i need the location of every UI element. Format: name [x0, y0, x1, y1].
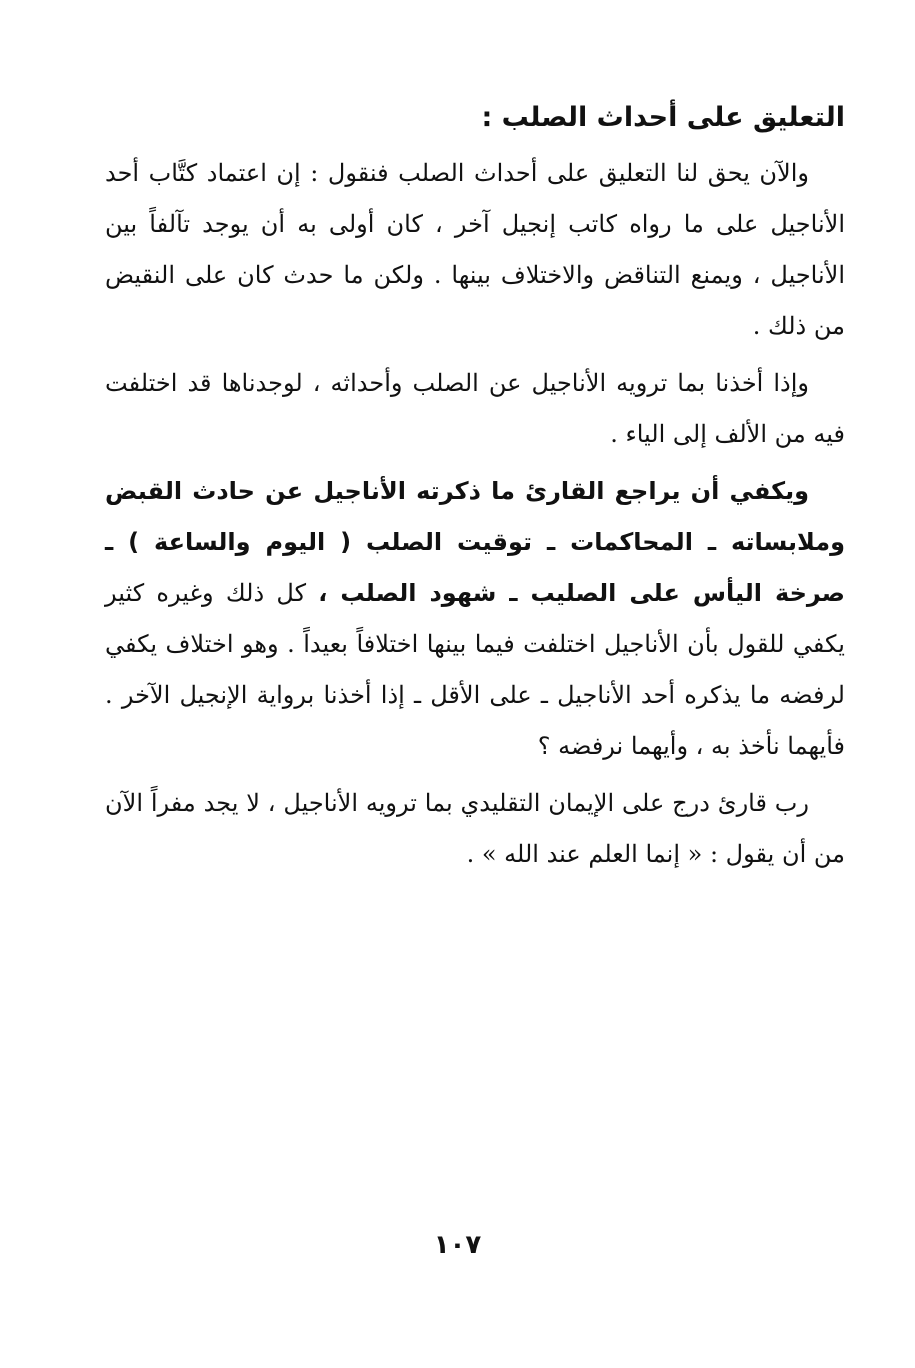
paragraph-3: [105, 466, 845, 772]
paragraph-4: رب قارئ درج على الإيمان التقليدي بما ترويه الأناجيل ، لا يجد مفراً الآن من أن يقول : « إنما العلم عند الله » .: [105, 789, 845, 868]
paragraph-1: والآن يحق لنا التعليق على أحداث الصلب فنقول : إن اعتماد كتَّاب أحد الأناجيل على ما رواه كاتب إنجيل آخر ، كان أولى به أن يوجد تآلفاً بين الأناجيل ، ويمنع التناقض والاختلاف بينها . ولكن ما حدث كان على النقيض من ذلك .: [105, 159, 845, 340]
page-body: [105, 92, 845, 886]
paragraph-3-bold-text: ويكفي أن يراجع القارئ ما ذكرته الأناجيل عن حادث القبض وملابساته ـ المحاكمات ـ توقيت الصلب ( اليوم والساعة ) ـ صرخة اليأس على الصليب ـ شهود الصلب ،: [105, 477, 845, 607]
paragraph-3-regular-text: كل ذلك وغيره كثير يكفي للقول بأن الأناجيل اختلفت فيما بينها اختلافاً بعيداً . وهو اختلاف يكفي لرفضه ما يذكره أحد الأناجيل ـ على الأقل ـ إذا أخذنا برواية الإنجيل الآخر . فأيهما نأخذ به ، وأيهما نرفضه ؟: [105, 579, 845, 760]
page-number: ١٠٧: [433, 1230, 482, 1260]
section-heading: التعليق على أحداث الصلب :: [481, 102, 845, 133]
paragraph-2: وإذا أخذنا بما ترويه الأناجيل عن الصلب وأحداثه ، لوجدناها قد اختلفت فيه من الألف إلى الياء .: [105, 369, 845, 448]
